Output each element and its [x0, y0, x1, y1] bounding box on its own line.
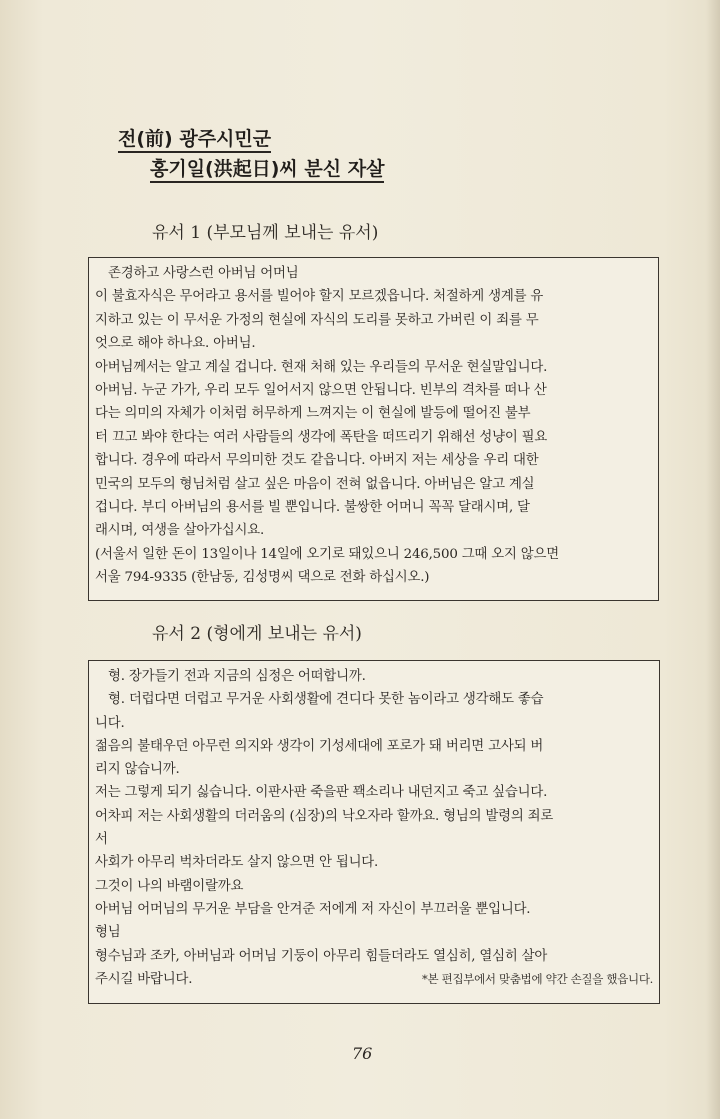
letter-1-line: 겁니다. 부디 아버님의 용서를 빌 뿐입니다. 불쌍한 어머니 꼭꼭 달래시며, 달: [95, 500, 530, 516]
letter-2-line: 형. 장가들기 전과 지금의 심정은 어떠합니까.: [108, 669, 366, 684]
letter-1-line: 합니다. 경우에 따라서 무의미한 것도 같읍니다. 아버지 저는 세상을 우리 대한: [95, 453, 539, 469]
letter-1-line: (서울서 일한 돈이 13일이나 14일에 오기로 돼있으니 246,500 그때 오지 않으면: [95, 546, 559, 562]
letter-2-line: 서: [95, 832, 108, 848]
heading-line-2: [150, 154, 384, 181]
letter-2-title: 유서 2 (형에게 보내는 유서): [152, 624, 362, 644]
letter-2-line: 어차피 저는 사회생활의 더러움의 (심장)의 낙오자라 할까요. 형님의 발령의 죄로: [95, 808, 554, 824]
letter-2-line: 형님: [95, 925, 121, 941]
letter-2-line: 리지 않습니까.: [95, 762, 180, 778]
letter-1-title: 유서 1 (부모님께 보내는 유서): [152, 223, 379, 243]
page-fold-shadow: [706, 0, 720, 1119]
letter-2-line: 니다.: [95, 715, 125, 731]
page-number: 76: [352, 1044, 373, 1063]
letter-1-line: 아버님. 누군 가가, 우리 모두 일어서지 않으면 안됩니다. 빈부의 격차를 떠나 산: [95, 383, 547, 399]
letter-2-line: 형. 더럽다면 더럽고 무거운 사회생활에 견디다 못한 놈이라고 생각해도 좋습: [108, 692, 544, 708]
letter-2-last-row: [95, 968, 653, 991]
letter-2-last-line: 주시길 바랍니다.: [95, 971, 193, 987]
letter-1-line: 지하고 있는 이 무서운 가정의 현실에 자식의 도리를 못하고 가버린 이 죄를 무: [95, 312, 539, 328]
letter-2-line: 저는 그렇게 되기 싫습니다. 이판사판 죽을판 꽥소리나 내던지고 죽고 싶습니다.: [95, 785, 548, 801]
letter-1-line: 서울 794-9335 (한남동, 김성명씨 댁으로 전화 하십시오.): [95, 570, 430, 586]
letter-1-line: 래시며, 여생을 살아가십시요.: [95, 523, 265, 539]
letter-1-box: [88, 257, 659, 601]
letter-1-line: 민국의 모두의 형님처럼 살고 싶은 마음이 전혀 없읍니다. 아버님은 알고 계실: [95, 476, 535, 492]
letter-2-line: 아버님 어머님의 무거운 부담을 안겨준 저에게 저 자신이 부끄러울 뿐입니다.: [95, 901, 531, 917]
letter-1-line: 존경하고 사랑스런 아버님 어머님: [108, 266, 299, 281]
letter-1-line: 이 불효자식은 무어라고 용서를 빌어야 할지 모르겠읍니다. 처절하게 생계를 유: [95, 289, 544, 305]
letter-2-line: 사회가 아무리 벅차더라도 살지 않으면 안 됩니다.: [95, 855, 379, 871]
editor-note: *본 편집부에서 맞춤법에 약간 손질을 했읍니다.: [422, 971, 653, 986]
letter-2-line: 그것이 나의 바램이랄까요: [95, 878, 244, 894]
letter-1-line: 아버님께서는 알고 계실 겁니다. 현재 처해 있는 우리들의 무서운 현실말입니다.: [95, 359, 548, 375]
letter-2-line: 젊음의 불태우던 아무런 의지와 생각이 기성세대에 포로가 돼 버리면 고사되 버: [95, 738, 544, 754]
letter-2-box: [88, 660, 660, 1004]
heading-line-1-text: 전(前) 광주시민군: [118, 128, 271, 153]
heading-line-2-text: 홍기일(洪起日)씨 분신 자살: [150, 158, 384, 183]
letter-1-line: 다는 의미의 자체가 이처럼 허무하게 느껴지는 이 현실에 발등에 떨어진 불부: [95, 406, 531, 422]
letter-2-line: 형수님과 조카, 아버님과 어머님 기둥이 아무리 힘들더라도 열심히, 열심히 살아: [95, 948, 548, 964]
letter-1-line: 터 끄고 봐야 한다는 여러 사람들의 생각에 폭탄을 떠뜨리기 위해선 성냥이 필요: [95, 429, 548, 445]
letter-1-line: 엇으로 해야 하나요. 아버님.: [95, 336, 256, 352]
heading-line-1: [118, 124, 271, 151]
